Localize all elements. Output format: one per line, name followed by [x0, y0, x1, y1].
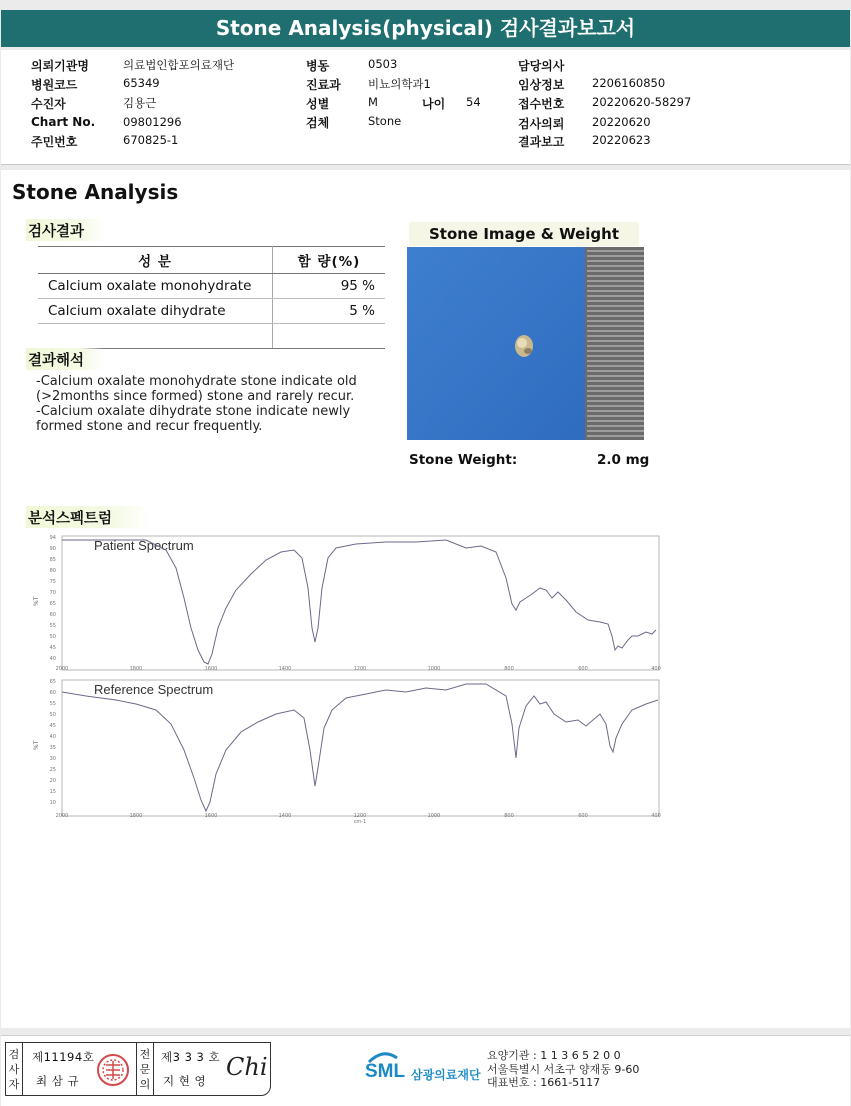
y-tick-label: 45 [49, 645, 56, 651]
spectra-figure [26, 528, 672, 828]
dept-label: 진료과 [306, 78, 341, 92]
x-tick-label: 800 [504, 666, 514, 672]
blue-background [407, 247, 585, 440]
patient-value: 김용근 [123, 96, 157, 110]
hospital-code-value: 65349 [123, 76, 160, 90]
report-title: Stone Analysis(physical) 검사결과보고서 [1, 10, 850, 47]
x-tick-label: 1800 [129, 666, 143, 672]
table-row [38, 274, 385, 299]
receipt-label: 접수번호 [518, 97, 565, 111]
clinical-value: 2206160850 [592, 76, 666, 90]
inspector-heading: 검사자 [6, 1043, 23, 1095]
x-tick-label: 2000 [55, 813, 69, 819]
specialist-number: 제3 3 3 호 [161, 1050, 221, 1064]
address: 서울특별시 서초구 양재동 9-60 [487, 1062, 640, 1076]
spectra-background [26, 528, 672, 828]
component-cell: Calcium oxalate monohydrate [38, 274, 273, 299]
results-table [38, 246, 385, 349]
y-tick-label: 80 [49, 568, 56, 574]
x-tick-label: 800 [504, 813, 514, 819]
y-tick-label: 85 [49, 557, 56, 563]
x-tick-label: 2000 [55, 666, 69, 672]
x-tick-label: 1400 [278, 813, 292, 819]
stone-weight-label: Stone Weight: [409, 452, 518, 468]
ward-label: 병동 [306, 59, 330, 73]
age-label: 나이 [422, 97, 446, 111]
y-tick-label: 65 [49, 679, 56, 685]
y-tick-label: 90 [49, 546, 56, 552]
receipt-value: 20220620-58297 [592, 95, 692, 109]
chart-label: Chart No. [31, 115, 96, 129]
y-tick-label: 55 [49, 623, 56, 629]
table-row [38, 324, 385, 349]
y-tick-label: 45 [49, 723, 56, 729]
table-row [38, 299, 385, 324]
x-tick-label: 1200 [353, 666, 367, 672]
patient-info-panel [1, 50, 850, 165]
interpretation-text [36, 374, 386, 434]
phone: 대표번호 : 1661-5117 [487, 1076, 601, 1089]
x-axis-label: cm-1 [353, 819, 367, 825]
stone-weight-value: 2.0 mg [597, 452, 650, 468]
interpretation-line: -Calcium oxalate dihydrate stone indicate newly formed stone and recur frequently. [36, 404, 351, 434]
clinical-label: 임상정보 [518, 78, 565, 92]
stone-highlight [517, 338, 527, 348]
x-tick-label: 600 [578, 813, 588, 819]
inspector-name: 최 삼 규 [36, 1074, 80, 1088]
institution-value: 의료법인합포의료재단 [123, 58, 235, 72]
y-tick-label: 50 [49, 634, 56, 640]
hospital-code-label: 병원코드 [31, 78, 78, 92]
content-cell: 5 % [273, 299, 386, 324]
y-tick-label: 20 [49, 778, 56, 784]
nursing-code: 요양기관 : 1 1 3 6 5 2 0 0 [487, 1049, 621, 1062]
table-header-row [38, 247, 385, 274]
section-title: Stone Analysis [12, 180, 179, 204]
component-cell: Calcium oxalate dihydrate [38, 299, 273, 324]
specimen-value: Stone [368, 114, 402, 128]
inspector-number: 제11194호 [32, 1050, 95, 1064]
sex-value: M [368, 95, 378, 109]
stone-photo [407, 247, 644, 440]
chart-value: 09801296 [123, 115, 182, 129]
patient-label: 수진자 [31, 97, 66, 111]
x-tick-label: 1000 [427, 666, 441, 672]
y-tick-label: 65 [49, 601, 56, 607]
patient-spectrum-label: Patient Spectrum [94, 538, 194, 553]
y-tick-label: 25 [49, 767, 56, 773]
x-tick-label: 400 [651, 813, 661, 819]
component-header: 성 분 [38, 247, 273, 274]
ward-value: 0503 [368, 57, 398, 71]
signature-box [5, 1042, 271, 1096]
x-tick-label: 1600 [204, 813, 218, 819]
institution-label: 의뢰기관명 [31, 59, 89, 73]
content-cell: 95 % [273, 274, 386, 299]
resident-label: 주민번호 [31, 135, 78, 149]
patient-y-axis-label: %T [33, 596, 40, 606]
y-tick-label: 70 [49, 590, 56, 596]
content-header: 함 량(%) [273, 247, 386, 274]
specimen-label: 검체 [306, 116, 330, 130]
content-cell [273, 324, 386, 349]
specialist-heading: 전문의 [136, 1043, 154, 1095]
x-tick-label: 1000 [427, 813, 441, 819]
y-tick-label: 40 [49, 656, 56, 662]
report-date-label: 결과보고 [518, 135, 565, 149]
y-tick-label: 75 [49, 579, 56, 585]
request-value: 20220620 [592, 115, 651, 129]
x-tick-label: 1800 [129, 813, 143, 819]
dept-value: 비뇨의학과1 [368, 77, 431, 91]
reference-y-axis-label: %T [33, 740, 40, 750]
request-label: 검사의뢰 [518, 117, 565, 131]
y-tick-label: 30 [49, 756, 56, 762]
age-value: 54 [466, 95, 481, 109]
x-tick-label: 1200 [353, 813, 367, 819]
x-tick-label: 1400 [278, 666, 292, 672]
x-tick-label: 400 [651, 666, 661, 672]
y-tick-label: 94 [49, 535, 56, 541]
interpretation-heading: 결과해석 [26, 348, 104, 370]
x-tick-label: 600 [578, 666, 588, 672]
y-tick-label: 10 [49, 800, 56, 806]
report-date-value: 20220623 [592, 133, 651, 147]
x-tick-label: 1600 [204, 666, 218, 672]
specialist-signature: Chi [226, 1053, 268, 1081]
stone-shadow [524, 348, 532, 354]
y-tick-label: 55 [49, 701, 56, 707]
results-heading: 검사결과 [26, 219, 104, 241]
component-cell [38, 324, 273, 349]
contact-info [487, 1049, 639, 1090]
y-tick-label: 15 [49, 789, 56, 795]
main-content [1, 170, 850, 1028]
report-footer [1, 1035, 850, 1106]
resident-value: 670825-1 [123, 133, 179, 147]
y-tick-label: 60 [49, 690, 56, 696]
y-tick-label: 35 [49, 745, 56, 751]
spectrum-heading: 분석스펙트럼 [26, 506, 150, 528]
reference-spectrum-label: Reference Spectrum [94, 682, 214, 697]
sex-label: 성별 [306, 97, 330, 111]
foundation-name: 삼광의료재단 [411, 1068, 481, 1082]
y-tick-label: 60 [49, 612, 56, 618]
doctor-label: 담당의사 [518, 59, 565, 73]
inspector-seal [96, 1053, 130, 1087]
stone-image-title: Stone Image & Weight [409, 222, 639, 246]
specialist-name: 지 현 영 [163, 1074, 207, 1088]
sml-logo-text: SML [365, 1061, 406, 1082]
y-tick-label: 50 [49, 712, 56, 718]
interpretation-line: -Calcium oxalate monohydrate stone indicate old (>2months since formed) stone and rarely recur. [36, 374, 357, 404]
y-tick-label: 40 [49, 734, 56, 740]
